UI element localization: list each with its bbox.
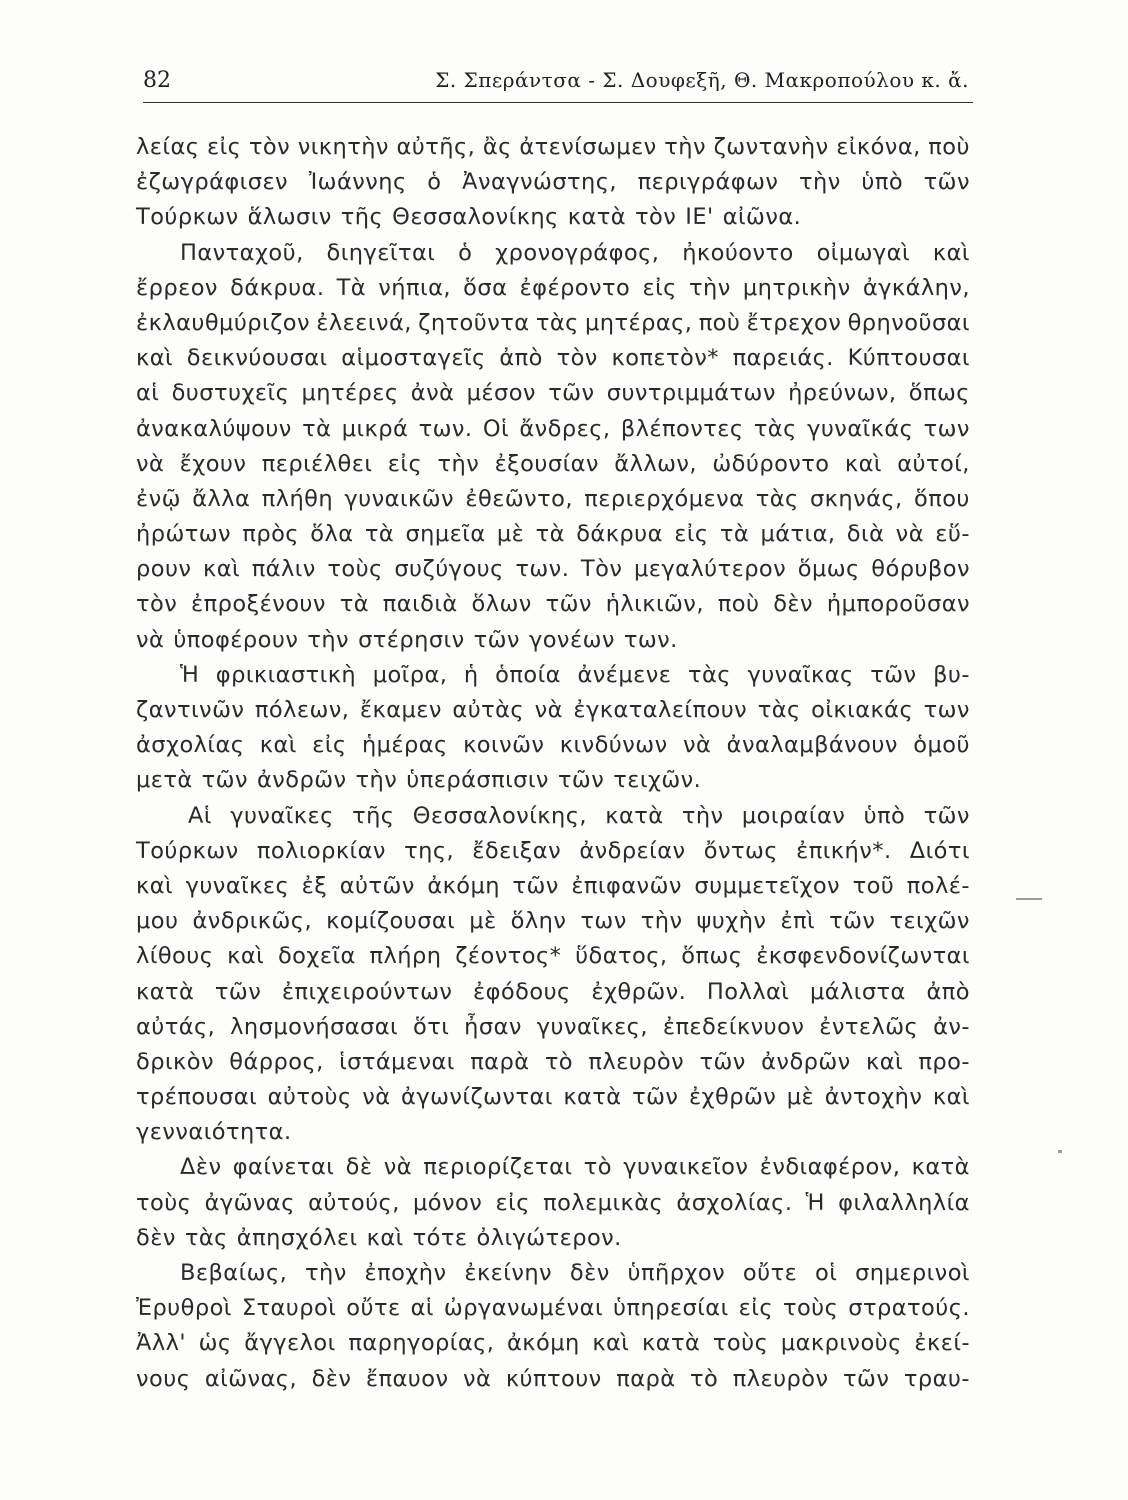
text-line: νους αἰῶνας, δὲν ἔπαυον νὰ κύπτουν παρὰ τὸ πλευρὸν τῶν τραυ-	[136, 1365, 970, 1392]
text-line: νὰ ἔχουν περιέλθει εἰς τὴν ἐξουσίαν ἄλλων, ὠδύροντο καὶ αὐτοί,	[136, 450, 970, 477]
text-line: ἔρρεον δάκρυα. Τὰ νήπια, ὅσα ἐφέροντο εἰς τὴν μητρικὴν ἀγκάλην,	[136, 274, 970, 301]
text-line: λείας εἰς τὸν νικητὴν αὐτῆς, ἂς ἀτενίσωμεν τὴν ζωντανὴν εἰκόνα, ποὺ	[136, 134, 970, 160]
text-line: ἐζωγράφισεν Ἰωάννης ὁ Ἀναγνώστης, περιγράφων τὴν ὑπὸ τῶν	[136, 169, 970, 196]
text-line: ἐκλαυθμύριζον ἐλεεινά, ζητοῦντα τὰς μητέρας, ποὺ ἔτρεχον θρηνοῦσαι	[136, 309, 970, 336]
text-line: τὸν ἐπροξένουν τὰ παιδιὰ ὅλων τῶν ἡλικιῶν, ποὺ δὲν ἠμποροῦσαν	[136, 591, 970, 618]
text-line: λίθους καὶ δοχεῖα πλήρη ζέοντος* ὕδατος, ὅπως ἐκσφενδονίζωνται	[136, 943, 970, 970]
page-number: 82	[143, 68, 171, 93]
text-line: αὐτάς, λησμονήσασαι ὅτι ἦσαν γυναῖκες, ἐπεδείκνυον ἐντελῶς ἀν-	[136, 1013, 970, 1040]
text-line: τρέπουσαι αὐτοὺς νὰ ἀγωνίζωνται κατὰ τῶν ἐχθρῶν μὲ ἀντοχὴν καὶ	[136, 1084, 970, 1111]
text-line: Βεβαίως, τὴν ἐποχὴν ἐκείνην δὲν ὑπῆρχον οὔτε οἱ σημερινοὶ	[180, 1260, 970, 1286]
running-head: Σ. Σπεράντσα - Σ. Δουφεξῆ, Θ. Μακροπούλου κ. ἄ.	[435, 68, 969, 92]
text-line: Ἀλλ' ὡς ἄγγελοι παρηγορίας, ἀκόμη καὶ κατὰ τοὺς μακρινοὺς ἐκεί-	[136, 1330, 970, 1357]
text-line: ζαντινῶν πόλεων, ἔκαμεν αὐτὰς νὰ ἐγκαταλείπουν τὰς οἰκιακάς των	[136, 697, 970, 723]
text-line: γενναιότητα.	[136, 1119, 292, 1146]
text-line: καὶ δεικνύουσαι αἱμοσταγεῖς ἀπὸ τὸν κοπετὸν* παρειάς. Κύπτουσαι	[136, 345, 970, 372]
text-line: ρουν καὶ πάλιν τοὺς συζύγους των. Τὸν μεγαλύτερον ὅμως θόρυβον	[136, 556, 970, 583]
body-text	[136, 130, 970, 1397]
text-line: ἠρώτων πρὸς ὅλα τὰ σημεῖα μὲ τὰ δάκρυα εἰς τὰ μάτια, διὰ νὰ εὕ-	[136, 521, 970, 548]
text-line: τοὺς ἀγῶνας αὐτούς, μόνον εἰς πολεμικὰς ἀσχολίας. Ἡ φιλαλληλία	[136, 1189, 970, 1216]
text-line: δρικὸν θάρρος, ἱστάμεναι παρὰ τὸ πλευρὸν τῶν ἀνδρῶν καὶ προ-	[136, 1048, 970, 1075]
text-line: Ἡ φρικιαστικὴ μοῖρα, ἡ ὁποία ἀνέμενε τὰς γυναῖκας τῶν βυ-	[180, 661, 970, 688]
text-line: καὶ γυναῖκες ἐξ αὐτῶν ἀκόμη τῶν ἐπιφανῶν συμμετεῖχον τοῦ πολέ-	[136, 872, 970, 899]
text-line: αἱ δυστυχεῖς μητέρες ἀνὰ μέσον τῶν συντριμμάτων ἠρεύνων, ὅπως	[136, 380, 970, 407]
text-line: Τούρκων ἅλωσιν τῆς Θεσσαλονίκης κατὰ τὸν ΙΕ' αἰῶνα.	[136, 204, 802, 231]
text-line: Τούρκων πολιορκίαν της, ἔδειξαν ἀνδρείαν ὄντως ἐπικήν*. Διότι	[136, 837, 970, 864]
text-line: Πανταχοῦ, διηγεῖται ὁ χρονογράφος, ἠκούοντο οἰμωγαὶ καὶ	[180, 239, 970, 266]
text-line: ἀνακαλύψουν τὰ μικρά των. Οἱ ἄνδρες, βλέποντες τὰς γυναῖκάς των	[136, 415, 970, 442]
text-line: ἐνῷ ἄλλα πλήθη γυναικῶν ἐθεῶντο, περιερχόμενα τὰς σκηνάς, ὅπου	[136, 485, 970, 512]
text-line: μου ἀνδρικῶς, κομίζουσαι μὲ ὅλην των τὴν ψυχὴν ἐπὶ τῶν τειχῶν	[136, 908, 970, 935]
text-line: νὰ ὑποφέρουν τὴν στέρησιν τῶν γονέων των.	[136, 626, 678, 653]
text-line: Δὲν φαίνεται δὲ νὰ περιορίζεται τὸ γυναικεῖον ἐνδιαφέρον, κατὰ	[180, 1154, 970, 1181]
text-line: κατὰ τῶν ἐπιχειρούντων ἐφόδους ἐχθρῶν. Πολλαὶ μάλιστα ἀπὸ	[136, 978, 970, 1005]
scan-mark	[1016, 898, 1042, 900]
text-line: ἀσχολίας καὶ εἰς ἡμέρας κοινῶν κινδύνων νὰ ἀναλαμβάνουν ὁμοῦ	[136, 732, 970, 759]
scan-mark	[1058, 1150, 1062, 1153]
page-header	[143, 68, 973, 103]
text-line: μετὰ τῶν ἀνδρῶν τὴν ὑπεράσπισιν τῶν τειχῶν.	[136, 767, 702, 794]
text-line: Αἱ γυναῖκες τῆς Θεσσαλονίκης, κατὰ τὴν μοιραίαν ὑπὸ τῶν	[188, 802, 970, 829]
text-line: Ἐρυθροὶ Σταυροὶ οὔτε αἱ ὠργανωμέναι ὑπηρεσίαι εἰς τοὺς στρατούς.	[136, 1295, 970, 1322]
text-line: δὲν τὰς ἀπησχόλει καὶ τότε ὀλιγώτερον.	[136, 1224, 622, 1251]
